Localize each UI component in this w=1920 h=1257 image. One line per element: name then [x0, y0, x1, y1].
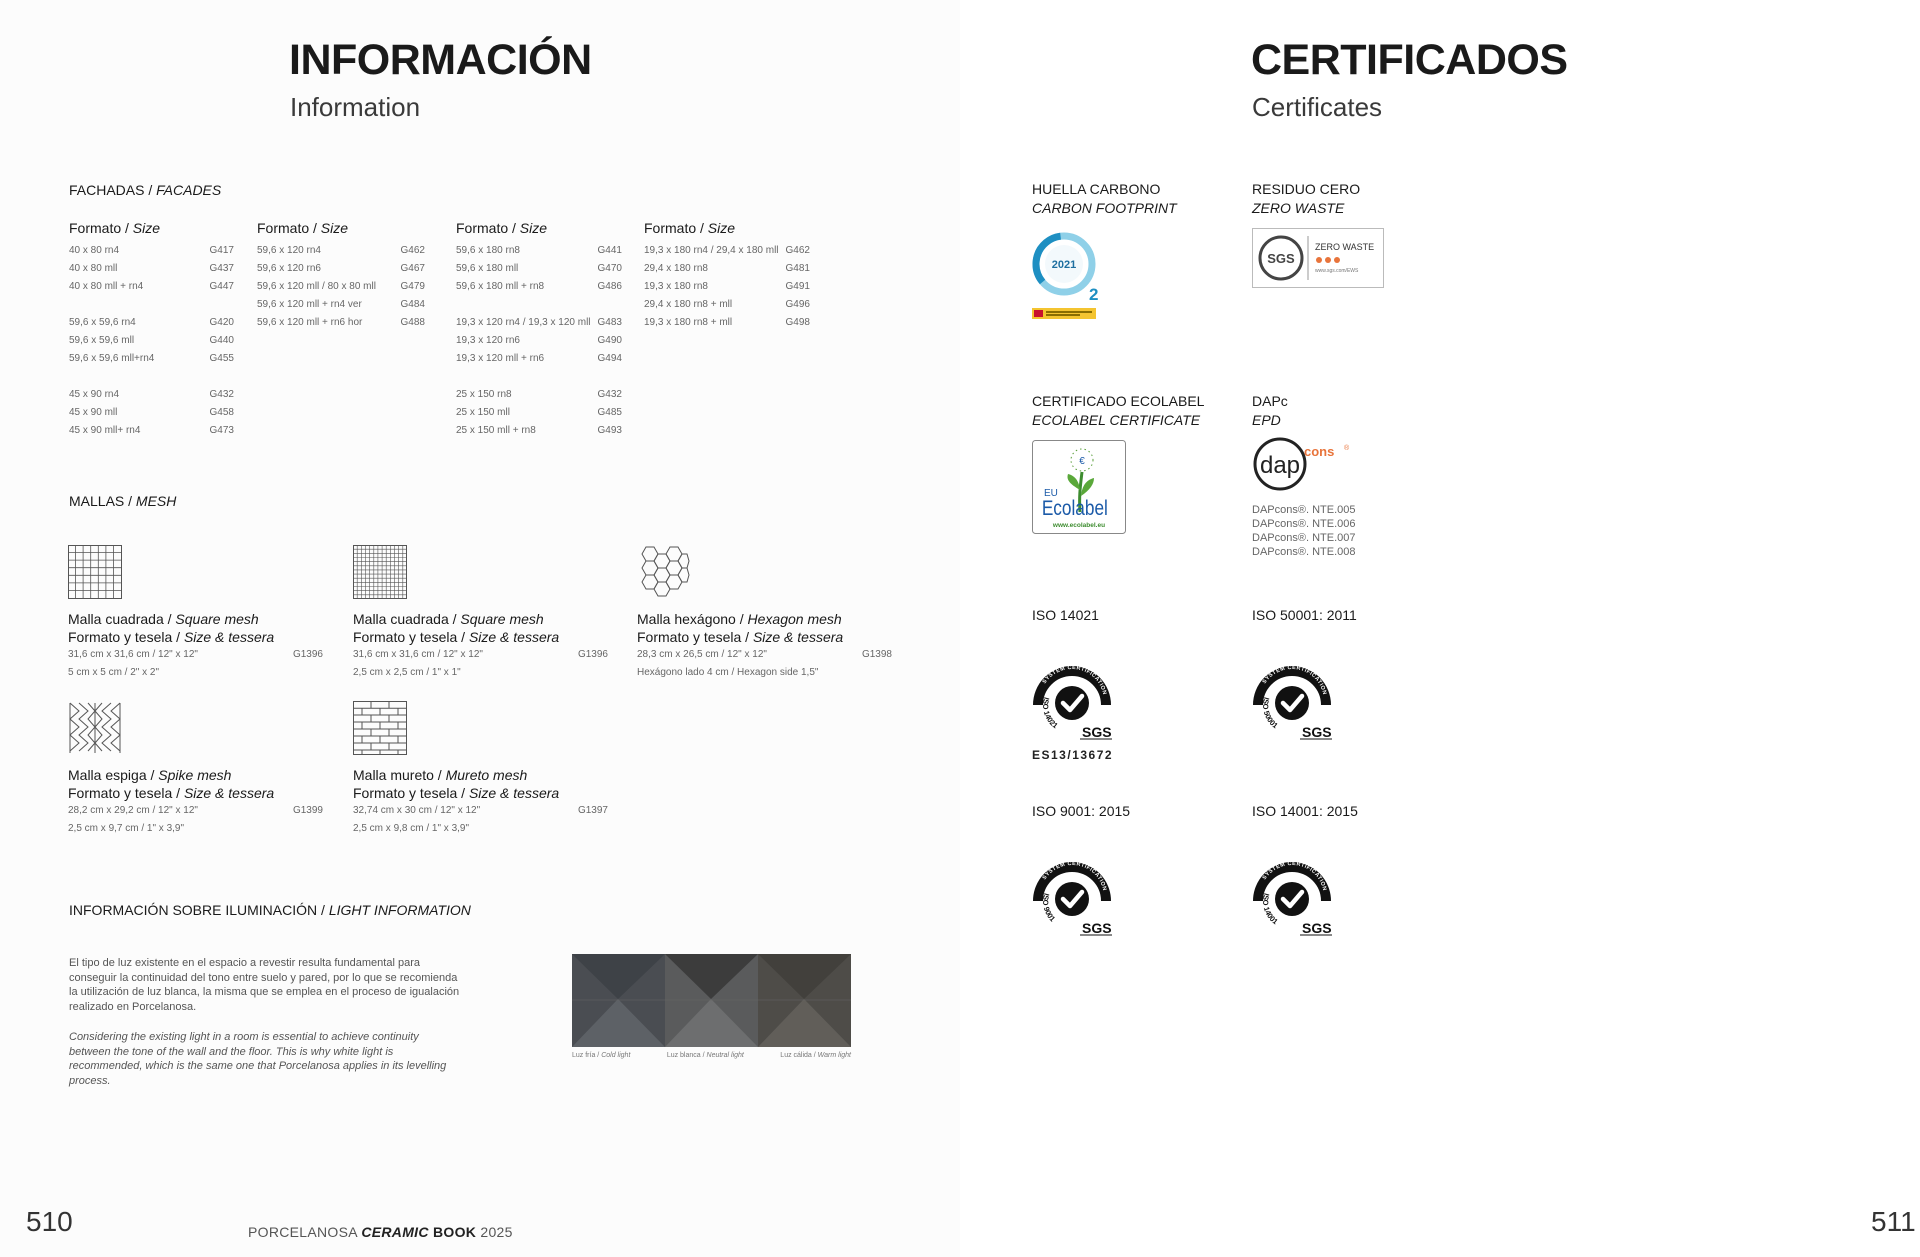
facades-rows [257, 242, 425, 332]
cert-label-en: ZERO WASTE [1252, 200, 1345, 216]
facade-row [456, 260, 622, 278]
mesh-heading: MALLAS / MESH [69, 493, 177, 509]
facade-size: 45 x 90 mll+ rn4 [69, 425, 141, 436]
seal-arc-text: SYSTEM CERTIFICATION [1041, 664, 1108, 696]
facade-row [69, 314, 234, 332]
facade-code [206, 296, 234, 314]
facade-size: 19,3 x 180 rn8 [644, 281, 708, 292]
facade-code: G447 [209, 281, 234, 292]
mesh-code: G1397 [577, 805, 608, 816]
facade-code: G485 [597, 407, 622, 418]
cert-carbon-footprint [1032, 180, 1177, 325]
seal-brand: SGS [1302, 724, 1332, 740]
facade-row [69, 422, 234, 440]
spike-mesh-icon [68, 701, 122, 755]
mesh-name: Malla espiga / Spike mesh [68, 767, 232, 783]
mesh-format: Formato y tesela / Size & tessera [68, 629, 275, 645]
facade-size: 59,6 x 120 rn4 [257, 245, 321, 256]
mesh-name-es: Malla espiga [68, 767, 147, 783]
facade-row [257, 242, 425, 260]
facade-code: G496 [785, 299, 810, 310]
ecolabel-logo-name: Ecolabel [1041, 497, 1108, 521]
mesh-name-es: Malla cuadrada [353, 611, 449, 627]
mesh-size-row [637, 646, 892, 664]
seal-iso-text: ISO 9001 [1040, 892, 1058, 924]
mesh-format-en: Size & tessera [468, 785, 560, 801]
column-head-es: Formato [456, 220, 509, 236]
facade-code: G462 [400, 245, 425, 256]
mesh-format-en: Size & tessera [752, 629, 844, 645]
mesh-heading-es: MALLAS [69, 493, 125, 509]
facade-code: G462 [785, 245, 810, 256]
facade-code [594, 368, 622, 386]
facade-code: G417 [209, 245, 234, 256]
mesh-item [68, 701, 323, 838]
facade-row [69, 242, 234, 260]
facade-size: 59,6 x 59,6 mll+rn4 [69, 353, 155, 364]
facade-row [69, 386, 234, 404]
facade-code: G498 [785, 317, 810, 328]
sgs-iso-14021-seal-icon [1032, 661, 1120, 746]
facade-row [644, 278, 810, 296]
cert-label-es: ISO 50001: 2011 [1252, 607, 1357, 623]
ecolabel-logo-url: www.ecolabel.eu [1052, 522, 1106, 529]
facade-code: G484 [400, 299, 425, 310]
facade-row [644, 314, 810, 332]
ecolabel-logo-eu: EU [1044, 488, 1058, 499]
facade-code: G488 [400, 317, 425, 328]
facade-code: G420 [209, 317, 234, 328]
footer-bold: BOOK [432, 1224, 477, 1240]
facade-size: 59,6 x 120 rn6 [257, 263, 321, 274]
facade-size: 59,6 x 120 mll + rn6 hor [257, 317, 363, 328]
cert-iso-14001 [1252, 802, 1358, 942]
cert-label-en: EPD [1252, 412, 1281, 428]
facade-size: 25 x 150 mll + rn8 [456, 425, 536, 436]
facades-column [257, 220, 425, 332]
caption-warm-es: Luz cálida [780, 1052, 812, 1059]
mesh-item [637, 545, 892, 682]
sgs-iso-14001-seal-icon [1252, 857, 1358, 942]
facade-size: 59,6 x 59,6 rn4 [69, 317, 136, 328]
mesh-item [353, 701, 608, 838]
mesh-tessera: 2,5 cm x 2,5 cm / 1" x 1" [353, 667, 461, 678]
cert-zero-waste [1252, 180, 1384, 293]
mesh-tessera-row [637, 664, 892, 682]
light-heading: INFORMACIÓN SOBRE ILUMINACIÓN / LIGHT INFORMATION [69, 902, 471, 918]
facade-size [69, 368, 206, 386]
mesh-format-es: Formato y tesela [353, 785, 458, 801]
dapcons-line: DAPcons®. NTE.008 [1252, 546, 1356, 558]
column-head: Formato / Size [69, 220, 161, 236]
mesh-format-en: Size & tessera [183, 785, 275, 801]
facade-row [257, 314, 425, 332]
mesh-name-es: Malla mureto [353, 767, 434, 783]
facade-row [69, 296, 234, 314]
facade-row [456, 278, 622, 296]
caption-neutral: Luz blanca / Neutral light [666, 1052, 744, 1059]
facade-code: G491 [785, 281, 810, 292]
seal-arc-text: SYSTEM CERTIFICATION [1261, 664, 1328, 696]
facade-row [69, 278, 234, 296]
mesh-name: Malla mureto / Mureto mesh [353, 767, 528, 783]
facade-code: G486 [597, 281, 622, 292]
caption-cold-en: Cold light [601, 1052, 631, 1059]
mesh-format-es: Formato y tesela [637, 629, 742, 645]
cert-iso-9001 [1032, 802, 1130, 942]
cert-iso-14021 [1032, 606, 1120, 762]
column-head-es: Formato [69, 220, 122, 236]
facades-heading-en: FACADES [156, 182, 222, 198]
facades-rows [69, 242, 234, 440]
cert-label-es: CERTIFICADO ECOLABEL [1032, 393, 1205, 409]
page-subtitle-left: Information [290, 92, 421, 122]
light-paragraph-es: El tipo de luz existente en el espacio a revestir resulta fundamental para conseguir la continuidad del tono entre suelo y pared, por lo que se recomienda la utilización de luz blanca, la misma que se emplea en el proceso de igualación realizado en Porcelanosa. [69, 957, 460, 1013]
facade-code: G493 [597, 425, 622, 436]
facade-size: 45 x 90 rn4 [69, 389, 120, 400]
facade-row [644, 242, 810, 260]
mesh-format: Formato y tesela / Size & tessera [637, 629, 844, 645]
facade-size: 40 x 80 mll [69, 263, 118, 274]
facade-size: 19,3 x 120 rn4 / 19,3 x 120 mll [456, 317, 591, 328]
seal-brand: SGS [1302, 920, 1332, 936]
facade-row [456, 296, 622, 314]
square-mesh-icon [68, 545, 122, 599]
dapcons-line: DAPcons®. NTE.007 [1252, 532, 1356, 544]
facade-code: G458 [209, 407, 234, 418]
mesh-code: G1398 [861, 649, 892, 660]
facade-size: 19,3 x 120 mll + rn6 [456, 353, 545, 364]
mesh-size: 28,2 cm x 29,2 cm / 12" x 12" [68, 805, 198, 816]
facade-code: G441 [597, 245, 622, 256]
caption-warm: Luz cálida / Warm light [780, 1052, 851, 1059]
seal-iso-text: ISO 50001 [1260, 696, 1280, 731]
caption-neutral-es: Luz blanca [666, 1052, 701, 1059]
mesh-name: Malla cuadrada / Square mesh [353, 611, 544, 627]
mesh-name-es: Malla hexágono [637, 611, 736, 627]
footer-brand: PORCELANOSA [248, 1224, 358, 1240]
mesh-format-en: Size & tessera [183, 629, 275, 645]
dapcons-logo-name: dap [1259, 452, 1301, 479]
page-number-left: 510 [26, 1206, 73, 1237]
facade-row [69, 350, 234, 368]
facade-row [456, 422, 622, 440]
page-subtitle-right: Certificates [1252, 92, 1383, 122]
facade-row [644, 260, 810, 278]
facade-row [456, 350, 622, 368]
facade-code: G494 [597, 353, 622, 364]
svg-text:SGS: SGS [1267, 251, 1295, 266]
mesh-tessera-row [353, 664, 608, 682]
facade-row [69, 404, 234, 422]
facade-row [69, 260, 234, 278]
mesh-size: 31,6 cm x 31,6 cm / 12" x 12" [353, 649, 483, 660]
mesh-tessera-row [353, 820, 608, 838]
fine-square-mesh-icon [353, 545, 407, 599]
facade-code [206, 368, 234, 386]
cert-label-es: RESIDUO CERO [1252, 181, 1361, 197]
carbon-footprint-logo-icon [1032, 228, 1100, 320]
mesh-size-row [353, 646, 608, 664]
mesh-tessera: 5 cm x 5 cm / 2" x 2" [68, 667, 160, 678]
facade-size: 59,6 x 120 mll / 80 x 80 mll [257, 281, 376, 292]
light-comparison-image [572, 954, 851, 1047]
svg-text:®: ® [1344, 445, 1350, 452]
facade-code [594, 296, 622, 314]
page-title-left: INFORMACIÓN [289, 36, 592, 84]
seal-arc-text: SYSTEM CERTIFICATION [1261, 860, 1328, 892]
facade-code: G440 [209, 335, 234, 346]
zero-waste-logo-icon [1252, 228, 1384, 288]
facade-size: 59,6 x 180 mll + rn8 [456, 281, 545, 292]
mesh-code: G1399 [292, 805, 323, 816]
facade-code: G490 [597, 335, 622, 346]
column-head-es: Formato [644, 220, 697, 236]
footer-year: 2025 [480, 1224, 513, 1240]
seal-iso-text: ISO 14021 [1040, 696, 1060, 731]
mesh-name: Malla hexágono / Hexagon mesh [637, 611, 842, 627]
facade-size: 29,4 x 180 rn8 + mll [644, 299, 733, 310]
mesh-format-es: Formato y tesela [353, 629, 458, 645]
caption-cold-es: Luz fría [572, 1052, 596, 1059]
mesh-format-es: Formato y tesela [68, 785, 173, 801]
facade-size: 29,4 x 180 rn8 [644, 263, 708, 274]
carbon-year: 2021 [1051, 259, 1077, 271]
dapcons-logo-sup: cons [1304, 444, 1335, 459]
mesh-size-row [68, 646, 323, 664]
facade-row [69, 332, 234, 350]
facades-rows [644, 242, 810, 332]
mesh-name-en: Square mesh [175, 611, 259, 627]
facade-size: 59,6 x 120 mll + rn4 ver [257, 299, 362, 310]
facade-code: G437 [209, 263, 234, 274]
facade-code: G455 [209, 353, 234, 364]
facade-size: 25 x 150 rn8 [456, 389, 512, 400]
cert-label-es: ISO 9001: 2015 [1032, 803, 1131, 819]
light-captions [572, 1052, 851, 1059]
cert-note: ES13/13672 [1032, 748, 1114, 762]
facade-row [257, 296, 425, 314]
page-title-right: CERTIFICADOS [1251, 36, 1568, 84]
seal-brand: SGS [1082, 920, 1112, 936]
mesh-size: 28,3 cm x 26,5 cm / 12" x 12" [637, 649, 767, 660]
column-head: Formato / Size [456, 220, 548, 236]
facade-row [69, 368, 234, 386]
page-number-right: 511 [1871, 1206, 1916, 1237]
column-head: Formato / Size [257, 220, 349, 236]
mesh-format-en: Size & tessera [468, 629, 560, 645]
mesh-tessera-row [68, 820, 323, 838]
facade-row [456, 386, 622, 404]
footer [248, 1224, 513, 1240]
mesh-tessera: 2,5 cm x 9,7 cm / 1" x 3,9" [68, 823, 185, 834]
right-page [960, 0, 1920, 1257]
facade-row [257, 278, 425, 296]
mesh-format: Formato y tesela / Size & tessera [353, 785, 560, 801]
facade-row [257, 260, 425, 278]
facade-size: 45 x 90 mll [69, 407, 118, 418]
mesh-heading-en: MESH [135, 493, 177, 509]
mesh-size: 32,74 cm x 30 cm / 12" x 12" [353, 805, 481, 816]
light-heading-es: INFORMACIÓN SOBRE ILUMINACIÓN [69, 902, 318, 918]
cert-iso-50001 [1252, 606, 1357, 746]
facade-row [456, 368, 622, 386]
mesh-name-es: Malla cuadrada [68, 611, 164, 627]
zero-waste-logo-title: ZERO WASTE [1315, 242, 1375, 252]
facades-heading: FACHADAS / FACADES [69, 182, 222, 198]
caption-neutral-en: Neutral light [706, 1052, 744, 1059]
facade-size: 19,3 x 180 rn8 + mll [644, 317, 733, 328]
facade-row [644, 296, 810, 314]
caption-warm-en: Warm light [817, 1052, 851, 1059]
facade-size: 59,6 x 180 rn8 [456, 245, 520, 256]
column-head-en: Size [519, 220, 548, 236]
facade-code: G483 [597, 317, 622, 328]
seal-arc-text: SYSTEM CERTIFICATION [1041, 860, 1108, 892]
mesh-item [68, 545, 323, 682]
facade-row [456, 242, 622, 260]
light-paragraph-en: Considering the existing light in a room is essential to achieve continuity between the tone of the wall and the floor. This is why white light is recommended, which is the same one that Porcelanosa applies in its levelling process. [69, 1031, 447, 1087]
facade-size: 19,3 x 120 rn6 [456, 335, 520, 346]
seal-brand: SGS [1082, 724, 1112, 740]
mesh-item [353, 545, 608, 682]
footer-italic: CERAMIC [361, 1224, 429, 1240]
mesh-name-en: Hexagon mesh [747, 611, 842, 627]
column-head: Formato / Size [644, 220, 736, 236]
cert-ecolabel [1032, 392, 1204, 539]
mesh-format-es: Formato y tesela [68, 629, 173, 645]
light-heading-en: LIGHT INFORMATION [328, 902, 471, 918]
dapcons-line: DAPcons®. NTE.005 [1252, 504, 1356, 516]
column-head-es: Formato [257, 220, 310, 236]
seal-iso-text: ISO 14001 [1260, 892, 1280, 927]
mesh-format: Formato y tesela / Size & tessera [68, 785, 275, 801]
cert-label-es: DAPc [1252, 393, 1288, 409]
facades-rows [456, 242, 622, 440]
facade-size [456, 296, 594, 314]
brick-mesh-icon [353, 701, 407, 755]
column-head-en: Size [320, 220, 349, 236]
facades-heading-es: FACHADAS [69, 182, 145, 198]
mesh-tessera-row [68, 664, 323, 682]
mesh-size-row [68, 802, 323, 820]
facade-size: 19,3 x 180 rn4 / 29,4 x 180 mll [644, 245, 779, 256]
mesh-format: Formato y tesela / Size & tessera [353, 629, 560, 645]
mesh-name-en: Square mesh [460, 611, 544, 627]
zero-waste-logo-url: www.sgs.com/EWS [1315, 268, 1359, 274]
column-head-en: Size [707, 220, 736, 236]
cert-label-es: HUELLA CARBONO [1032, 181, 1161, 197]
column-head-en: Size [132, 220, 161, 236]
facades-column [69, 220, 234, 440]
facade-code: G432 [209, 389, 234, 400]
facade-code: G473 [209, 425, 234, 436]
facades-column [644, 220, 810, 332]
sgs-iso-50001-seal-icon [1252, 661, 1357, 746]
facade-row [456, 314, 622, 332]
facades-column [456, 220, 622, 440]
facade-size: 40 x 80 mll + rn4 [69, 281, 144, 292]
cert-label-es: ISO 14001: 2015 [1252, 803, 1358, 819]
mesh-name-en: Mureto mesh [445, 767, 528, 783]
facade-code: G481 [785, 263, 810, 274]
mesh-code: G1396 [292, 649, 323, 660]
svg-text:2: 2 [1089, 285, 1099, 304]
facade-size: 59,6 x 180 mll [456, 263, 519, 274]
cert-dapc [1252, 392, 1355, 559]
mesh-size-row [353, 802, 608, 820]
mesh-tessera: Hexágono lado 4 cm / Hexagon side 1,5" [637, 667, 819, 678]
cert-label-en: ECOLABEL CERTIFICATE [1032, 412, 1201, 428]
sgs-iso-9001-seal-icon [1032, 857, 1130, 942]
cert-label-es: ISO 14021 [1032, 607, 1099, 623]
facade-row [456, 404, 622, 422]
facade-size: 40 x 80 rn4 [69, 245, 120, 256]
svg-text:€: € [1079, 456, 1085, 467]
mesh-name-en: Spike mesh [158, 767, 232, 783]
facade-size [69, 296, 206, 314]
facade-code: G467 [400, 263, 425, 274]
dapcons-line: DAPcons®. NTE.006 [1252, 518, 1356, 530]
caption-cold: Luz fría / Cold light [572, 1052, 631, 1059]
facade-size [456, 368, 594, 386]
facade-code: G470 [597, 263, 622, 274]
svg-text:ISO 9001 [1041, 892, 1057, 923]
facade-code: G479 [400, 281, 425, 292]
mesh-size: 31,6 cm x 31,6 cm / 12" x 12" [68, 649, 198, 660]
mesh-code: G1396 [577, 649, 608, 660]
dapcons-logo-icon [1252, 436, 1352, 492]
cert-label-en: CARBON FOOTPRINT [1032, 200, 1177, 216]
facade-code: G432 [597, 389, 622, 400]
facade-size: 59,6 x 59,6 mll [69, 335, 135, 346]
mesh-tessera: 2,5 cm x 9,8 cm / 1" x 3,9" [353, 823, 470, 834]
facade-size: 25 x 150 mll [456, 407, 510, 418]
hexagon-mesh-icon [637, 545, 691, 599]
dapcons-lines [1252, 503, 1355, 559]
mesh-name: Malla cuadrada / Square mesh [68, 611, 259, 627]
ecolabel-logo-icon [1032, 440, 1126, 534]
facade-row [456, 332, 622, 350]
